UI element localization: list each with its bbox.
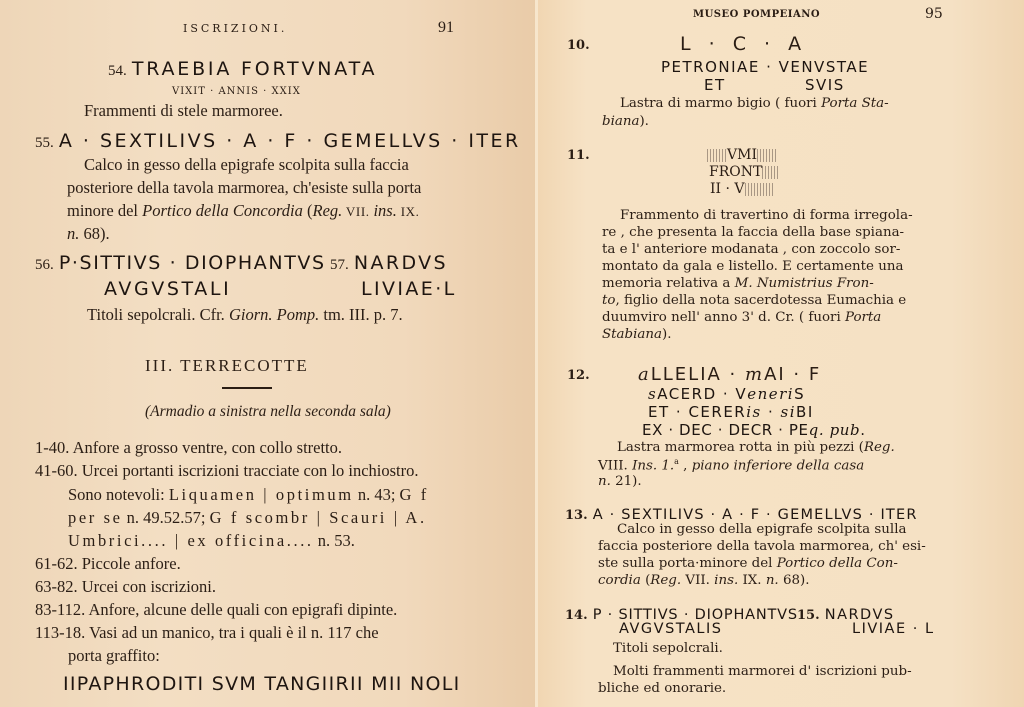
entry-12-line: EX · DEC · DECR · PEq. pub. [642, 421, 866, 439]
item-continuation: Umbrici.... | ex officina.... n. 53. [68, 531, 355, 550]
damaged-fragment-icon [762, 166, 778, 179]
entry-11-text: duumviro nell' anno 3' d. Cr. ( fuori Porta [602, 310, 882, 325]
entry-14-15-text: bliche ed onorarie. [598, 681, 727, 696]
entry-56-57-text: Titoli sepolcrali. Cfr. Giorn. Pomp. tm. III. p. 7. [87, 305, 403, 324]
entry-11-text: ta e l' anteriore modanata , con zoccolo sor- [602, 242, 901, 257]
entry-56-title: 56. P·SITTIVS · DIOPHANTVS [35, 252, 326, 274]
entry-11-text: Frammento di travertino di forma irregola- [620, 208, 913, 223]
damaged-fragment-icon [707, 149, 727, 162]
entry-55-line: n. 68). [67, 224, 110, 243]
entry-14-subtitle: AVGVSTALIS [619, 621, 723, 637]
entry-11-text: montato da gala e listello. E certamente una [602, 259, 904, 274]
entry-11-number: 11. [567, 148, 590, 163]
entry-12-line: sACERD · VeneriS [648, 385, 806, 403]
item-row: 41-60. Urcei portanti iscrizioni tracciate con lo inchiostro. [35, 461, 419, 480]
item-row: 113-18. Vasi ad un manico, tra i quali è il n. 117 che [35, 623, 379, 642]
page-number-right: 95 [925, 6, 943, 22]
entry-10-number: 10. [567, 38, 590, 53]
entry-10-line: SVIS [805, 76, 845, 94]
section-title: III. TERRECOTTE [145, 356, 309, 375]
entry-13-text: cordia (Reg. VII. ins. IX. n. 68). [598, 573, 810, 588]
entry-12-number: 12. [567, 368, 590, 383]
entry-55-line: posteriore della tavola marmorea, ch'esiste sulla porta [67, 178, 422, 197]
damaged-fragment-icon [745, 183, 775, 196]
item-row: 83-112. Anfore, alcune delle quali con epigrafi dipinte. [35, 600, 398, 619]
entry-54-subtitle: VIXIT · ANNIS · XXIX [172, 86, 301, 97]
entry-54-title: 54. TRAEBIA FORTVNATA [108, 58, 378, 80]
graffito-text: IIPAPHRODITI SVM TANGIIRII MII NOLI [63, 673, 461, 695]
running-head-right: MUSEO POMPEIANO [693, 9, 821, 20]
section-rule [222, 387, 272, 389]
entry-57-title: 57. NARDVS [330, 252, 449, 274]
entry-55-line: Calco in gesso della epigrafe scolpita sulla faccia [84, 155, 409, 174]
entry-10-line: ET [704, 76, 726, 94]
page-gutter [535, 0, 538, 707]
entry-11-text: Stabiana). [602, 327, 672, 342]
entry-11-text: re , che presenta la faccia della base spiana- [602, 225, 905, 240]
entry-13-text: ste sulla porta·minore del Portico della Con- [598, 556, 898, 571]
item-continuation: porta graffito: [68, 646, 160, 665]
item-row: 63-82. Urcei con iscrizioni. [35, 577, 216, 596]
item-continuation: per se n. 49.52.57; G f scombr | Scauri | A. [68, 508, 427, 527]
entry-15-title: 15. NARDVS [797, 607, 895, 623]
entry-11-text: memoria relativa a M. Numistrius Fron- [602, 276, 874, 291]
entry-15-subtitle: LIVIAE · L [852, 621, 935, 637]
entry-11-line: FRONT [709, 164, 778, 180]
item-continuation: Sono notevoli: Liquamen | optimum n. 43; G f [68, 485, 429, 504]
entry-11-line: VMI [707, 147, 777, 163]
page-number-left: 91 [438, 19, 454, 36]
entry-13-title: 13. A · SEXTILIVS · A · F · GEMELLVS · ITER [565, 507, 918, 523]
entry-14-15-text: Titoli sepolcrali. [613, 641, 723, 656]
item-row: 61-62. Piccole anfore. [35, 554, 181, 573]
entry-12-text: VIII. Ins. 1.$^a$ , piano inferiore della casa [598, 457, 865, 474]
entry-10-text: Lastra di marmo bigio ( fuori Porta Sta- [620, 96, 889, 111]
entry-10-line: PETRONIAE · VENVSTAE [661, 58, 870, 76]
entry-12-text: Lastra marmorea rotta in più pezzi (Reg. [617, 440, 895, 455]
entry-10-text: biana). [602, 114, 649, 129]
section-note: (Armadio a sinistra nella seconda sala) [145, 403, 391, 420]
entry-13-text: Calco in gesso della epigrafe scolpita sulla [617, 522, 907, 537]
entry-14-title: 14. P · SITTIVS · DIOPHANTVS [565, 607, 798, 623]
entry-54-text: Frammenti di stele marmoree. [84, 101, 283, 120]
running-head-left: ISCRIZIONI. [183, 22, 288, 35]
damaged-fragment-icon [757, 149, 777, 162]
entry-14-15-text: Molti frammenti marmorei d' iscrizioni pub- [613, 664, 912, 679]
entry-10-line: L · C · A [680, 33, 808, 55]
entry-13-text: faccia posteriore della tavola marmorea, ch' esi- [598, 539, 926, 554]
item-row: 1-40. Anfore a grosso ventre, con collo stretto. [35, 438, 343, 457]
entry-56-subtitle: AVGVSTALI [104, 278, 232, 300]
entry-12-line: ET · CERERis · siBI [648, 403, 814, 421]
entry-55-title: 55. A · SEXTILIVS · A · F · GEMELLVS · ITER [35, 130, 521, 152]
entry-11-text: to, figlio della nota sacerdotessa Eumachia e [602, 293, 907, 308]
entry-55-line: minore del Portico della Concordia (Reg. VII. ins. IX. [67, 201, 420, 220]
entry-12-line: aLLELIA · mAI · F [638, 364, 822, 385]
entry-57-subtitle: LIVIAE·L [361, 278, 457, 300]
entry-12-text: n. 21). [598, 474, 642, 489]
entry-11-line: II · V [710, 181, 775, 197]
